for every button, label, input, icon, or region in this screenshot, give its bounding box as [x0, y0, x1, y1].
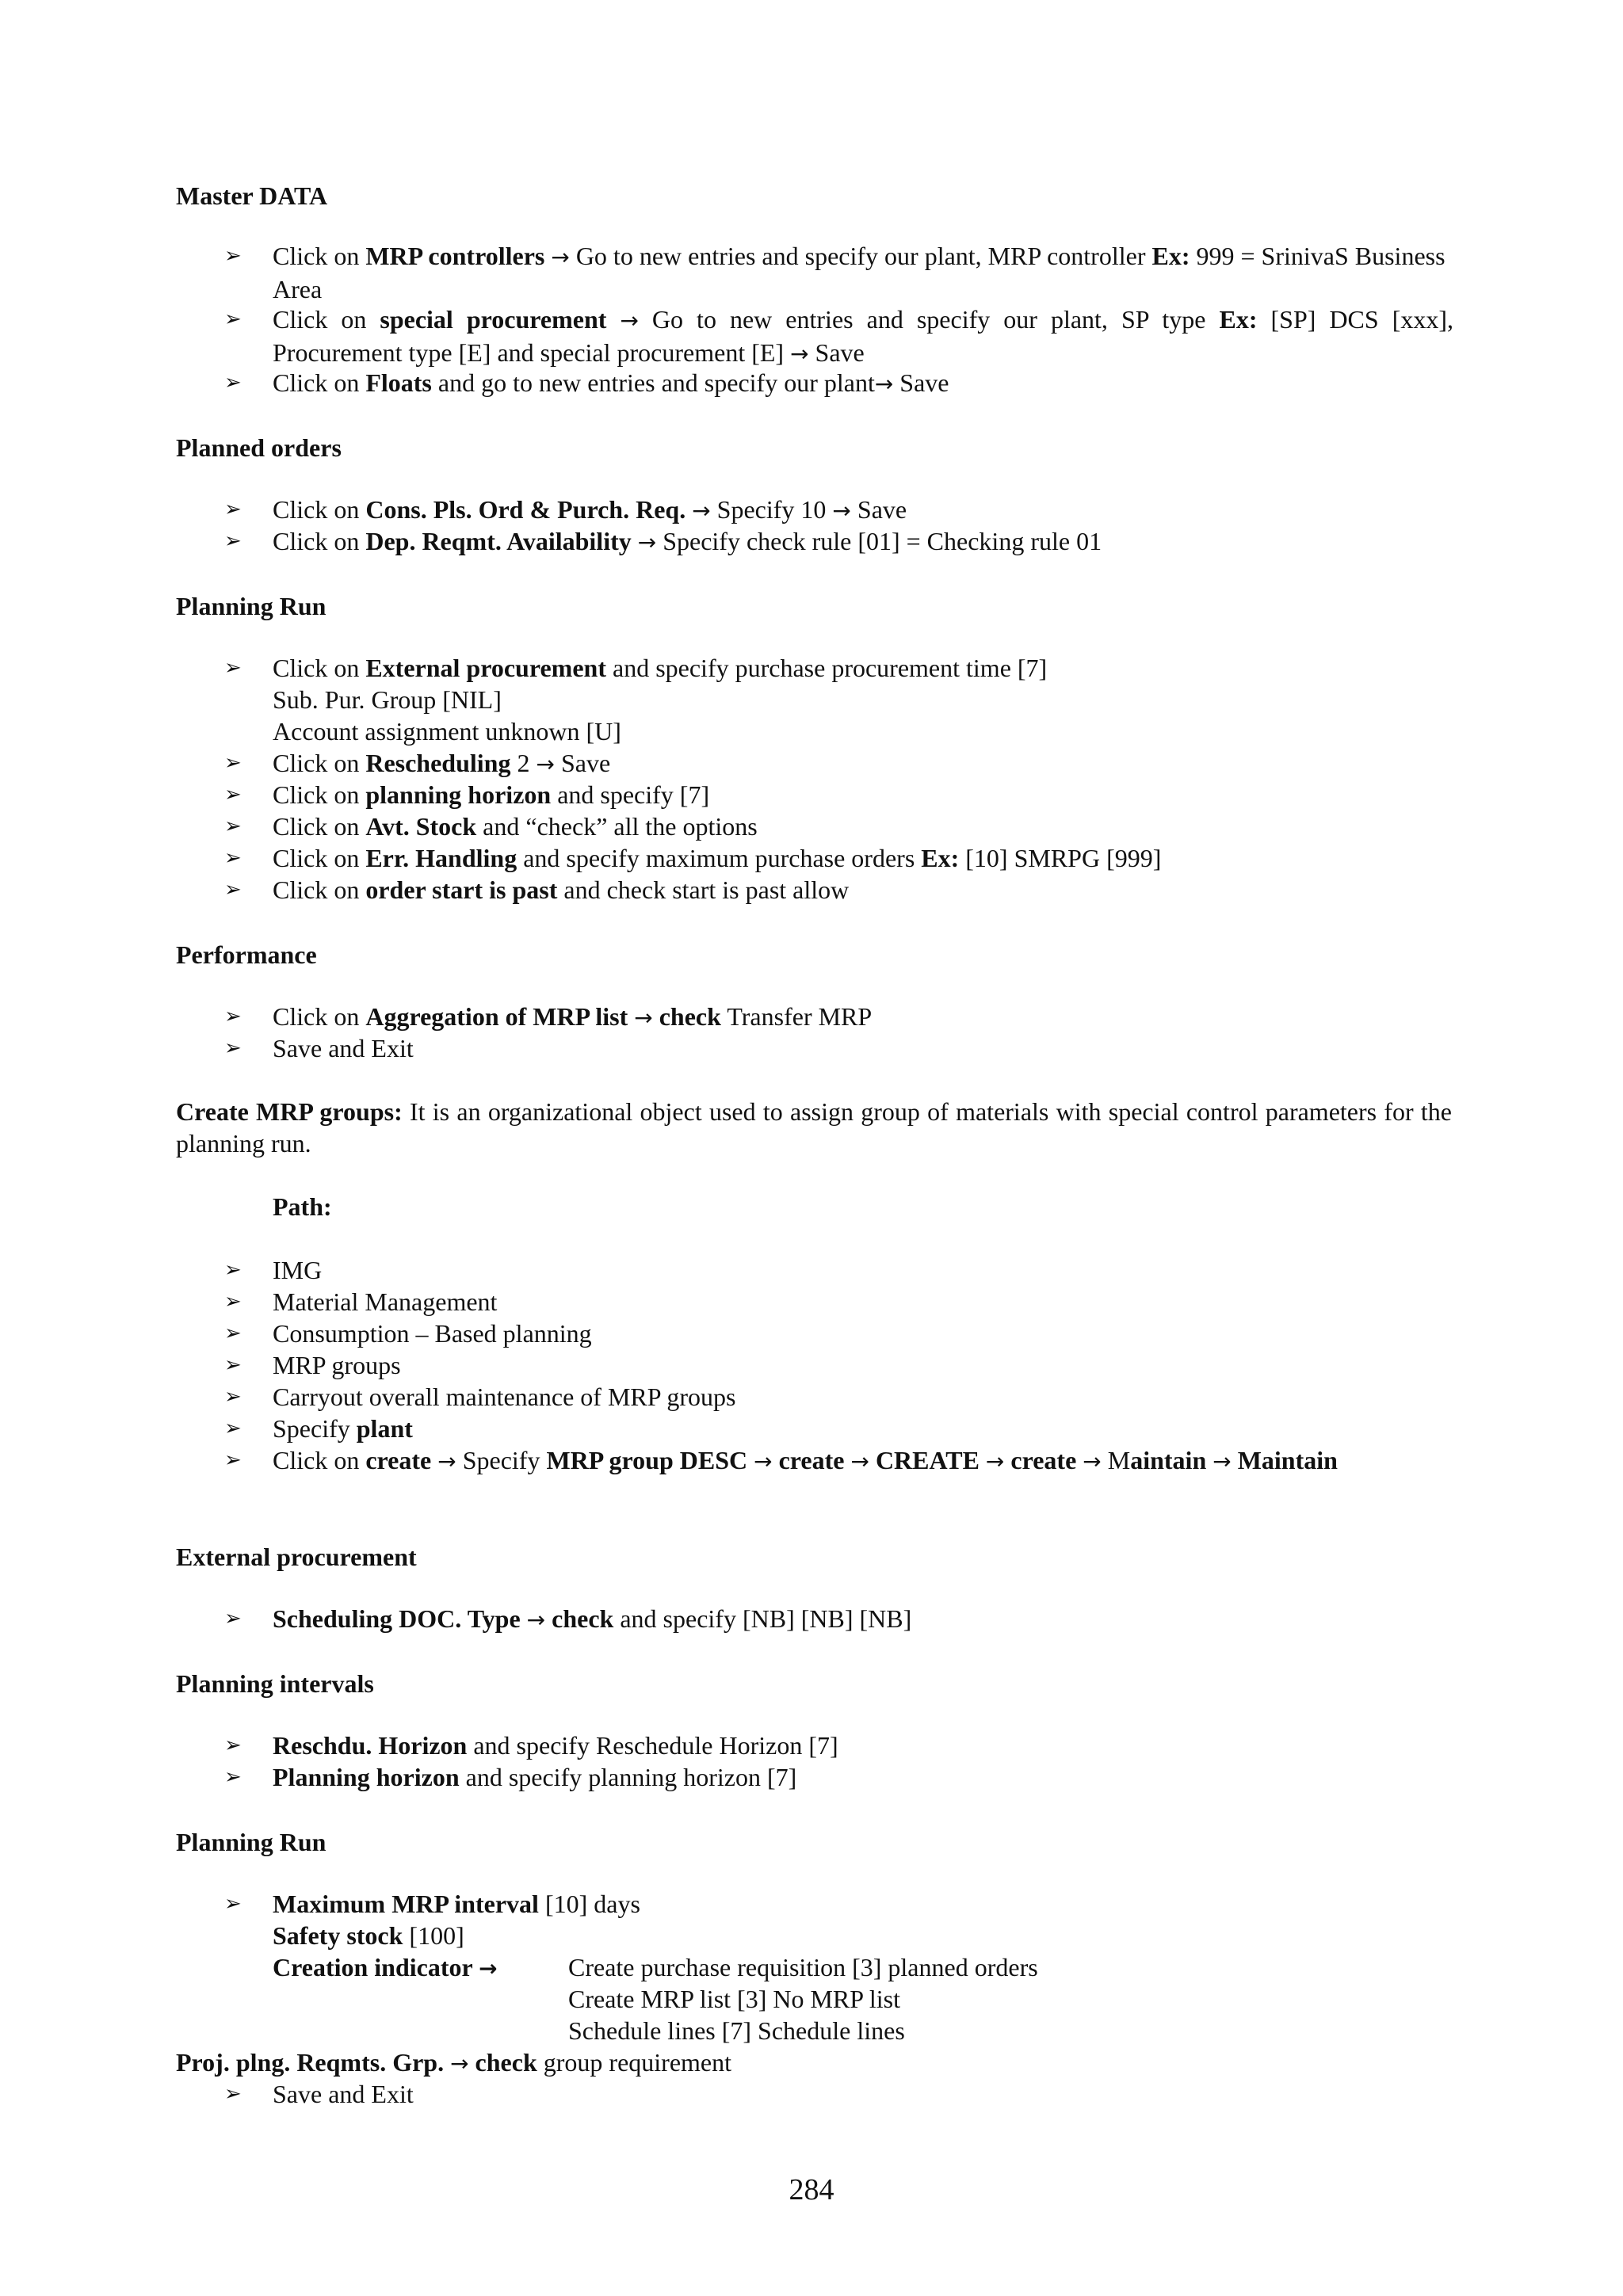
text: Specify check rule [01] = Checking rule 01	[656, 527, 1102, 555]
text: Proj. plng. Reqmts. Grp.	[176, 2048, 445, 2077]
text: and specify purchase procurement time [7]	[605, 654, 1048, 682]
text: Click on	[273, 654, 366, 682]
text: and specify planning horizon [7]	[459, 1763, 797, 1791]
text: order start is past	[365, 875, 558, 904]
bullet-icon: ➢	[224, 1892, 242, 1916]
arrow-icon: →	[1212, 1448, 1232, 1474]
bullet-icon: ➢	[224, 814, 242, 838]
bullet-icon: ➢	[224, 783, 242, 807]
arrow-icon: →	[634, 1005, 653, 1031]
text: Creation indicator	[273, 1953, 473, 1981]
text: Material Management	[273, 1287, 498, 1316]
bullet-icon: ➢	[224, 1417, 242, 1440]
creation-line: Create MRP list [3] No MRP list	[568, 1985, 900, 2013]
text: [SP] DCS [xxx], Procurement type [E] and special procurement [E]	[273, 305, 1454, 367]
arrow-icon: →	[620, 307, 639, 334]
text: Aggregation of MRP list	[365, 1002, 628, 1031]
list-item	[224, 1001, 1453, 1034]
section-heading-planning-run-2: Planning Run	[176, 1828, 327, 1856]
text: Click on	[273, 305, 380, 334]
text: [10] SMRPG [999]	[959, 844, 1162, 872]
text: Safety stock	[273, 1921, 403, 1950]
text: plant	[356, 1414, 413, 1443]
section-heading-master-data: Master DATA	[176, 181, 328, 210]
text: Click on	[273, 844, 366, 872]
bullet-icon: ➢	[224, 498, 242, 521]
text: Consumption – Based planning	[273, 1319, 592, 1348]
arrow-icon: →	[874, 371, 894, 397]
list-item	[224, 1032, 1453, 1064]
list-item	[224, 810, 1453, 842]
arrow-icon: →	[551, 244, 570, 270]
bullet-icon: ➢	[224, 656, 242, 680]
text: Transfer MRP	[720, 1002, 873, 1031]
text: Specify	[273, 1414, 357, 1443]
bullet-icon: ➢	[224, 846, 242, 870]
text: and “check” all the options	[476, 812, 758, 841]
arrow-icon: →	[985, 1448, 1005, 1474]
section-heading-planning-intervals: Planning intervals	[176, 1669, 374, 1698]
creation-line: Create purchase requisition [3] planned orders	[568, 1953, 1038, 1981]
text: check	[475, 2048, 537, 2077]
text: [100]	[403, 1921, 464, 1950]
text: Save and Exit	[273, 1034, 414, 1062]
proj-plng-reqmts-line	[176, 2046, 1452, 2080]
text: Click on	[273, 495, 366, 524]
arrow-icon: →	[450, 2050, 469, 2077]
bullet-icon: ➢	[224, 1353, 242, 1377]
section-heading-performance: Performance	[176, 940, 317, 969]
list-item	[224, 747, 1453, 780]
bullet-icon: ➢	[224, 751, 242, 775]
text: Cons. Pls. Ord & Purch. Req.	[365, 495, 686, 524]
text: and go to new entries and specify our plant	[431, 368, 875, 397]
text: Save	[850, 495, 907, 524]
list-item	[224, 1761, 1453, 1793]
text: create	[1010, 1446, 1077, 1474]
text: aintain	[1130, 1446, 1207, 1474]
section-heading-planning-run: Planning Run	[176, 592, 327, 620]
list-item	[224, 842, 1453, 874]
paragraph-create-mrp-groups	[176, 1096, 1452, 1159]
text: Maintain	[1237, 1446, 1338, 1474]
arrow-icon: →	[850, 1448, 869, 1474]
text: Click on	[273, 1002, 366, 1031]
creation-indicator-label	[273, 1951, 498, 1985]
bullet-icon: ➢	[224, 1385, 242, 1409]
list-item	[224, 1318, 1453, 1349]
text: Click on	[273, 1446, 366, 1474]
list-item	[224, 1888, 1453, 1920]
bullet-icon: ➢	[224, 878, 242, 902]
list-item	[224, 2078, 1453, 2110]
text: Go to new entries and specify our plant, SP type	[638, 305, 1220, 334]
text: Go to new entries and specify our plant, MRP controller	[569, 242, 1152, 270]
text: and specify maximum purchase orders	[517, 844, 922, 872]
bullet-icon: ➢	[224, 1607, 242, 1630]
arrow-icon: →	[437, 1448, 456, 1474]
text: Dep. Reqmt. Availability	[365, 527, 632, 555]
list-item	[224, 525, 1453, 559]
list-item	[224, 874, 1453, 906]
text: [10] days	[538, 1890, 640, 1918]
text: Create MRP groups:	[176, 1097, 403, 1126]
arrow-icon: →	[1083, 1448, 1102, 1474]
text: Click on	[273, 527, 366, 555]
text: MRP groups	[273, 1351, 401, 1379]
bullet-icon: ➢	[224, 1322, 242, 1345]
section-heading-external-procurement: External procurement	[176, 1543, 417, 1571]
bullet-icon: ➢	[224, 2082, 242, 2106]
list-item	[224, 652, 1453, 747]
text: Scheduling DOC. Type	[273, 1604, 521, 1633]
text: planning horizon	[365, 780, 552, 809]
text: IMG	[273, 1256, 323, 1284]
arrow-icon: →	[754, 1448, 773, 1474]
text: Specify 10	[710, 495, 833, 524]
list-item	[224, 1730, 1453, 1761]
bullet-icon: ➢	[224, 1005, 242, 1028]
arrow-icon: →	[692, 498, 711, 524]
text: Avt. Stock	[365, 812, 477, 841]
list-item	[224, 494, 1453, 527]
text: MRP controllers	[365, 242, 545, 270]
text: M	[1107, 1446, 1131, 1474]
list-item	[224, 779, 1453, 810]
text: Save	[808, 338, 865, 367]
text: Ex:	[1151, 242, 1190, 270]
text: Click on	[273, 368, 366, 397]
text: Ex:	[1219, 305, 1258, 334]
text: It is an organizational object used to assign group of materials with special control parameters for the planning run.	[176, 1097, 1453, 1158]
text: Maximum MRP interval	[273, 1890, 539, 1918]
text: create	[365, 1446, 432, 1474]
arrow-icon: →	[637, 529, 657, 555]
text: group requirement	[537, 2048, 731, 2077]
list-item	[224, 1381, 1453, 1413]
bullet-icon: ➢	[224, 1290, 242, 1314]
bullet-icon: ➢	[224, 1258, 242, 1282]
bullet-icon: ➢	[224, 1765, 242, 1789]
section-heading-planned-orders: Planned orders	[176, 433, 342, 462]
list-item	[224, 1603, 1453, 1636]
text: Reschdu. Horizon	[273, 1731, 468, 1760]
list-item	[224, 240, 1453, 305]
list-item	[224, 367, 1453, 400]
arrow-icon: →	[832, 498, 851, 524]
list-item	[224, 1254, 1453, 1286]
text: Save and Exit	[273, 2080, 414, 2108]
text: Carryout overall maintenance of MRP groups	[273, 1383, 736, 1411]
text	[653, 1002, 659, 1031]
text: CREATE	[875, 1446, 980, 1474]
arrow-icon: →	[790, 341, 809, 367]
text: External procurement	[365, 654, 606, 682]
text: Click on	[273, 780, 366, 809]
list-item	[224, 1349, 1453, 1381]
text: Err. Handling	[365, 844, 517, 872]
bullet-icon: ➢	[224, 307, 242, 331]
text: Account assignment unknown [U]	[273, 717, 621, 746]
arrow-icon: →	[526, 1607, 546, 1633]
path-label: Path:	[273, 1192, 332, 1221]
text: Ex:	[921, 844, 960, 872]
text: and specify [7]	[551, 780, 710, 809]
bullet-icon: ➢	[224, 1448, 242, 1472]
text: Save	[893, 368, 949, 397]
bullet-icon: ➢	[224, 529, 242, 553]
safety-stock-line	[273, 1920, 1453, 1951]
text: 999 = SrinivaS Business Area	[273, 242, 1445, 303]
text: Click on	[273, 242, 366, 270]
text: check	[659, 1002, 721, 1031]
bullet-icon: ➢	[224, 1036, 242, 1060]
text: and specify Reschedule Horizon [7]	[467, 1731, 838, 1760]
bullet-icon: ➢	[224, 371, 242, 395]
text: and specify [NB] [NB] [NB]	[613, 1604, 912, 1633]
bullet-icon: ➢	[224, 1733, 242, 1757]
text: MRP group DESC	[546, 1446, 748, 1474]
text: Sub. Pur. Group [NIL]	[273, 685, 502, 714]
text: Specify	[456, 1446, 547, 1474]
text: Floats	[365, 368, 432, 397]
arrow-icon: →	[479, 1955, 498, 1981]
list-item	[224, 1286, 1453, 1318]
arrow-icon: →	[536, 751, 555, 777]
page-number: 284	[789, 2173, 834, 2206]
text: check	[552, 1604, 614, 1633]
text: Click on	[273, 812, 366, 841]
text: and check start is past allow	[557, 875, 850, 904]
list-item	[224, 303, 1454, 370]
text: Click on	[273, 875, 366, 904]
list-item	[224, 1444, 1453, 1478]
text: create	[778, 1446, 845, 1474]
bullet-icon: ➢	[224, 244, 242, 268]
text: Save	[554, 749, 611, 777]
creation-line: Schedule lines [7] Schedule lines	[568, 2016, 905, 2045]
text: Click on	[273, 749, 366, 777]
list-item	[224, 1413, 1453, 1444]
text: Planning horizon	[273, 1763, 460, 1791]
text: Rescheduling	[365, 749, 511, 777]
text: 2	[510, 749, 537, 777]
text: special procurement	[380, 305, 607, 334]
